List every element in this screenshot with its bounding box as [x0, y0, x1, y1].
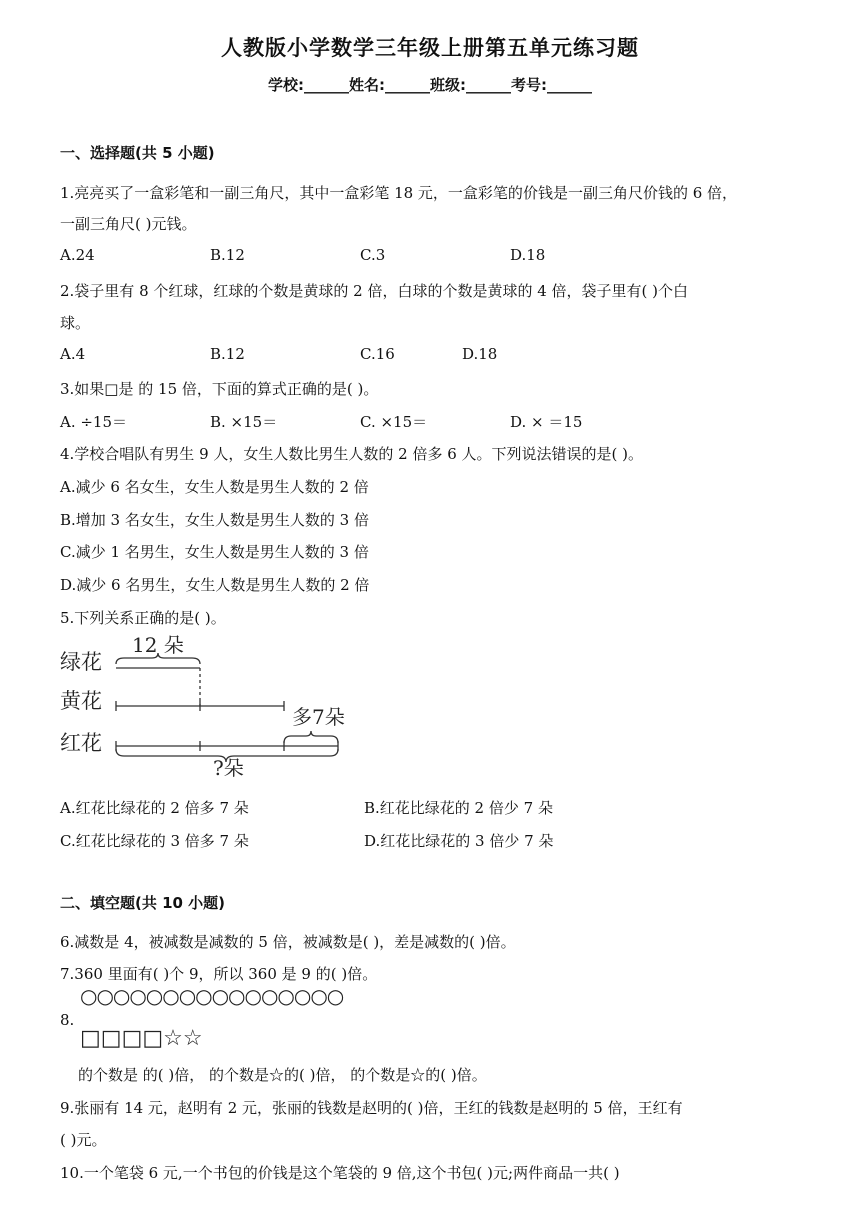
question-3-option-a: A. ÷15＝ [60, 413, 128, 431]
question-1-line-2: 一副三角尺( )元钱。 [60, 215, 197, 233]
question-2-option-d: D.18 [462, 345, 498, 363]
question-1-option-a: A.24 [60, 246, 95, 264]
section-heading-choice: 一、选择题(共 5 小题) [60, 144, 215, 162]
question-1-option-d: D.18 [510, 246, 546, 264]
question-1-option-c: C.3 [360, 246, 386, 264]
red-flower-label: 红花 [60, 731, 102, 755]
squares-stars-row: □□□□☆☆ [80, 1026, 203, 1051]
question-9-line-2: ( )元。 [60, 1131, 107, 1149]
page-title: 人教版小学数学三年级上册第五单元练习题 [221, 36, 639, 60]
question-2-option-a: A.4 [60, 345, 86, 363]
question-4-option-c: C.减少 1 名男生，女生人数是男生人数的 3 倍 [60, 543, 369, 561]
extra-brace [284, 731, 338, 743]
question-5-option-d: D.红花比绿花的 3 倍少 7 朵 [364, 832, 554, 850]
circles-row: ○○○○○○○○○○○○○○○○ [80, 984, 344, 1008]
question-5-line-1: 5.下列关系正确的是( )。 [60, 609, 226, 627]
question-1-line-1: 1.亮亮买了一盒彩笔和一副三角尺，其中一盒彩笔 18 元，一盒彩笔的价钱是一副三角尺价钱的 6 倍， [60, 184, 738, 202]
question-8-number: 8. [60, 1011, 75, 1029]
green-flower-label: 绿花 [60, 650, 102, 674]
top-brace-label: 12 朵 [132, 633, 184, 657]
extra-brace-label: 多7朵 [292, 705, 345, 729]
question-3-option-d: D. × ＝15 [510, 413, 583, 431]
bottom-brace-label: ?朵 [213, 756, 244, 780]
question-3-option-b: B. ×15＝ [210, 413, 278, 431]
question-2-line-2: 球。 [60, 314, 91, 332]
question-1-option-b: B.12 [210, 246, 245, 264]
yellow-flower-label: 黄花 [60, 689, 102, 713]
question-3-line-1: 3.如果□是 的 15 倍，下面的算式正确的是( )。 [60, 380, 379, 398]
student-info-line: 学校:______姓名:______班级:______考号:______ [268, 76, 592, 94]
green-segment-brace [116, 653, 200, 664]
question-5-option-b: B.红花比绿花的 2 倍少 7 朵 [364, 799, 553, 817]
question-4-option-a: A.减少 6 名女生，女生人数是男生人数的 2 倍 [60, 478, 369, 496]
section-heading-fill: 二、填空题(共 10 小题) [60, 894, 226, 912]
question-4-option-d: D.减少 6 名男生，女生人数是男生人数的 2 倍 [60, 576, 370, 594]
question-5-option-a: A.红花比绿花的 2 倍多 7 朵 [60, 799, 249, 817]
question-9-line-1: 9.张丽有 14 元，赵明有 2 元，张丽的钱数是赵明的( )倍，王红的钱数是赵明的 5 倍，王红有 [60, 1099, 683, 1117]
question-4-option-b: B.增加 3 名女生，女生人数是男生人数的 3 倍 [60, 511, 369, 529]
question-3-option-c: C. ×15＝ [360, 413, 428, 431]
question-6-line-1: 6.减数是 4，被减数是减数的 5 倍，被减数是( )，差是减数的( )倍。 [60, 933, 516, 951]
question-10-line-1: 10.一个笔袋 6 元,一个书包的价钱是这个笔袋的 9 倍,这个书包( )元;两件商品一共( ) [60, 1164, 620, 1182]
question-2-option-c: C.16 [360, 345, 395, 363]
question-7-line-1: 7.360 里面有( )个 9，所以 360 是 9 的( )倍。 [60, 965, 378, 983]
line-segment-diagram [58, 628, 358, 783]
question-4-line-1: 4.学校合唱队有男生 9 人，女生人数比男生人数的 2 倍多 6 人。下列说法错误的是( )。 [60, 445, 644, 463]
question-2-option-b: B.12 [210, 345, 245, 363]
question-8-line-1: 的个数是 的( )倍， 的个数是☆的( )倍， 的个数是☆的( )倍。 [78, 1066, 487, 1084]
question-2-line-1: 2.袋子里有 8 个红球，红球的个数是黄球的 2 倍，白球的个数是黄球的 4 倍，袋子里有( )个白 [60, 282, 689, 300]
question-5-option-c: C.红花比绿花的 3 倍多 7 朵 [60, 832, 249, 850]
